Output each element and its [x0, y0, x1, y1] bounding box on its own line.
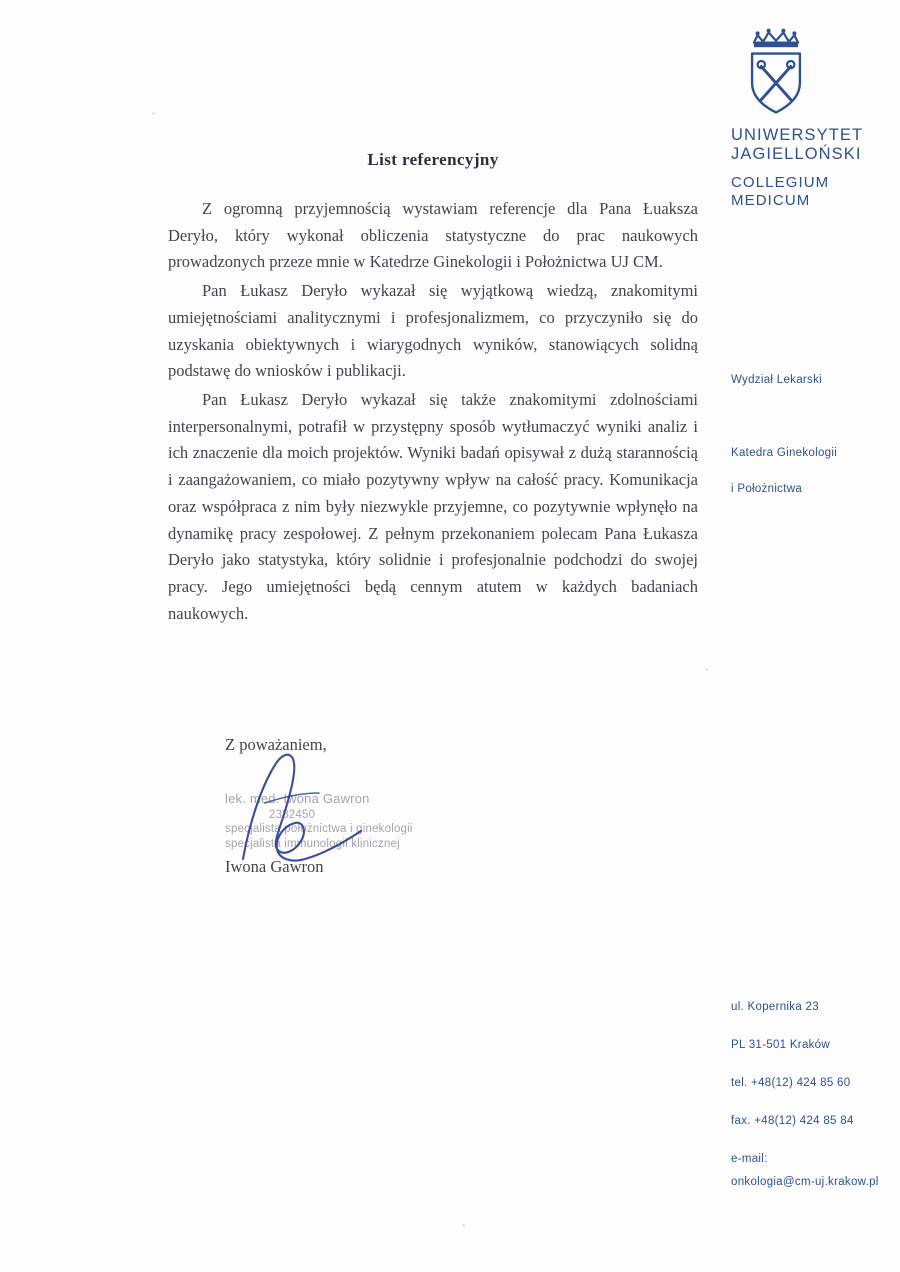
- stamp-line-number: 2382450: [269, 808, 316, 821]
- chair-label-line-2: i Położnictwa: [731, 483, 803, 495]
- page-title: List referencyjny: [367, 150, 499, 169]
- address-street: ul. Kopernika 23: [731, 1001, 819, 1013]
- letter-paragraph: Pan Łukasz Deryło wykazał się wyjątkową wiedzą, znakomitymi umiejętnościami analitycznymi i profesjonalizmem, co przyczyniło się do uzyskania obiektywnych i wiarygodnych wyników, stanowiących solidną podstawę do wniosków i publikacji.: [168, 281, 698, 381]
- university-crest-icon: [730, 26, 822, 118]
- stamp-line-specialty-2: specjalista immunologii klinicznej: [225, 838, 400, 851]
- page-speck: [152, 112, 155, 115]
- chair-label-line-1: Katedra Ginekologii: [731, 447, 838, 459]
- stamp-line-name: lek. med. Iwona Gawron: [225, 791, 370, 806]
- address-telephone: tel. +48(12) 424 85 60: [731, 1077, 851, 1089]
- signer-name: Iwona Gawron: [225, 857, 324, 876]
- signature-block: [225, 735, 605, 876]
- university-sidebar: [726, 0, 900, 1272]
- university-wordmark: [731, 126, 863, 210]
- brand-line-university: UNIWERSYTET: [731, 126, 864, 144]
- stamp-area: [225, 761, 565, 866]
- page-speck: [462, 1224, 465, 1227]
- address-email-label: e-mail:: [731, 1153, 768, 1165]
- stamp-line-specialty-1: specjalista położnictwa i ginekologii: [225, 823, 413, 836]
- brand-line-jagiellonski: JAGIELLOŃSKI: [731, 145, 862, 164]
- brand-line-medicum: MEDICUM: [731, 191, 811, 209]
- closing-salutation: Z poważaniem,: [225, 735, 327, 754]
- faculty-label: Wydział Lekarski: [731, 374, 822, 386]
- letter-paragraph: Pan Łukasz Deryło wykazał się także znakomitymi zdolnościami interpersonalnymi, potrafił w przystępny sposób wytłumaczyć wyniki analiz i ich znaczenie dla moich projektów. Wyniki badań opisywał z dużą starannością i zaangażowaniem, co miało pozytywny wpływ na całość pracy. Komunikacja oraz współpraca z nim były niezwykle przyjemne, co pozytywnie wpłynęło na dynamikę pracy zespołowej. Z pełnym przekonaniem polecam Pana Łukasza Deryło jako statystyka, który solidnie i profesjonalnie podchodzi do swojej pracy. Jego umiejętności będą cennym atutem w każdych badaniach naukowych.: [168, 390, 698, 623]
- address-fax: fax. +48(12) 424 85 84: [731, 1115, 854, 1127]
- doctor-stamp: [225, 791, 525, 852]
- brand-line-collegium: COLLEGIUM: [731, 173, 830, 191]
- address-email[interactable]: onkologia@cm-uj.krakow.pl: [731, 1176, 879, 1188]
- letter-body: [168, 150, 698, 630]
- page-speck: [705, 668, 708, 671]
- letter-paragraph: Z ogromną przyjemnością wystawiam referencje dla Pana Łuaksza Deryło, który wykonał obliczenia statystyczne do prac naukowych prowadzonych przeze mnie w Katedrze Ginekologii i Położnictwa UJ CM.: [168, 199, 698, 272]
- address-city: PL 31-501 Kraków: [731, 1039, 830, 1051]
